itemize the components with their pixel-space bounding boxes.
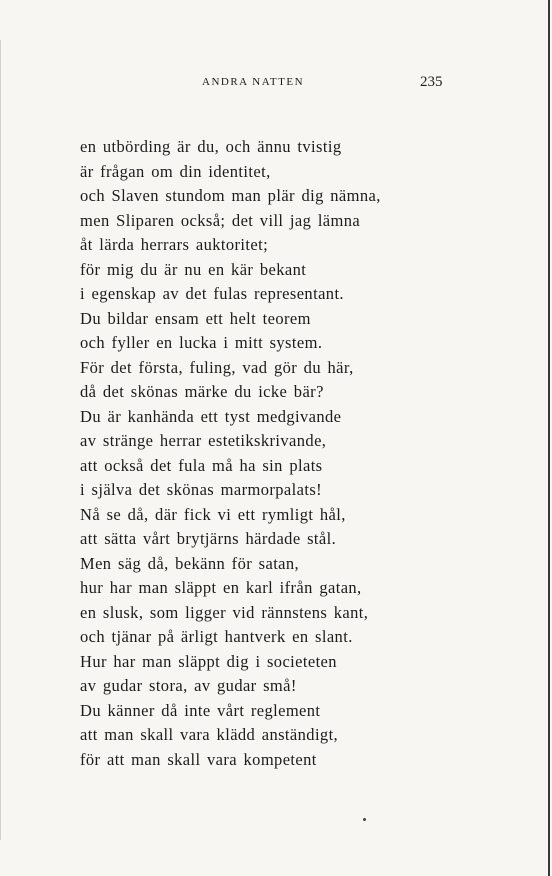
print-speck (363, 818, 366, 821)
page-number: 235 (420, 74, 443, 90)
verse-line: av gudar stora, av gudar små! (80, 676, 297, 695)
verse-line: åt lärda herrars auktoritet; (80, 235, 269, 254)
verse-line: För det första, fuling, vad gör du här, (80, 357, 354, 377)
verse-line: att man skall vara klädd anständigt, (80, 725, 339, 744)
verse-line: för mig du är nu en kär bekant (80, 259, 307, 279)
verse-line: i själva det skönas marmorpalats! (80, 480, 323, 499)
verse-line: är frågan om din identitet, (80, 161, 271, 181)
verse-line: att sätta vårt brytjärns härdade stål. (80, 529, 337, 548)
verse-line: i egenskap av det fulas representant. (80, 284, 344, 303)
verse-line: av stränge herrar estetikskrivande, (80, 431, 327, 450)
verse-line: en slusk, som ligger vid rännstens kant, (80, 602, 369, 622)
verse-line: en utbörding är du, och ännu tvistig (80, 137, 342, 156)
verse-line: hur har man släppt en karl ifrån gatan, (80, 578, 362, 597)
verse-line: och Slaven stundom man plär dig nämna, (80, 186, 381, 205)
verse-line: Men säg då, bekänn för satan, (80, 553, 300, 573)
running-head (0, 75, 552, 95)
verse-line: för att man skall vara kompetent (80, 749, 317, 769)
verse-line: Nå se då, där fick vi ett rymligt hål, (80, 504, 346, 524)
verse-line: Hur har man släppt dig i societeten (80, 651, 337, 671)
page-edge-left (0, 40, 1, 840)
page-edge-right (548, 0, 550, 876)
verse-text (80, 135, 520, 772)
running-title: ANDRA NATTEN (202, 76, 305, 88)
verse-line: Du bildar ensam ett helt teorem (80, 308, 311, 328)
verse-line: och fyller en lucka i mitt system. (80, 333, 323, 352)
verse-line: Du är kanhända ett tyst medgivande (80, 406, 342, 426)
verse-line: och tjänar på ärligt hantverk en slant. (80, 627, 353, 646)
verse-line: att också det fula må ha sin plats (80, 455, 323, 475)
verse-line: men Sliparen också; det vill jag lämna (80, 210, 361, 230)
verse-line: då det skönas märke du icke bär? (80, 382, 324, 401)
verse-line: Du känner då inte vårt reglement (80, 700, 321, 720)
